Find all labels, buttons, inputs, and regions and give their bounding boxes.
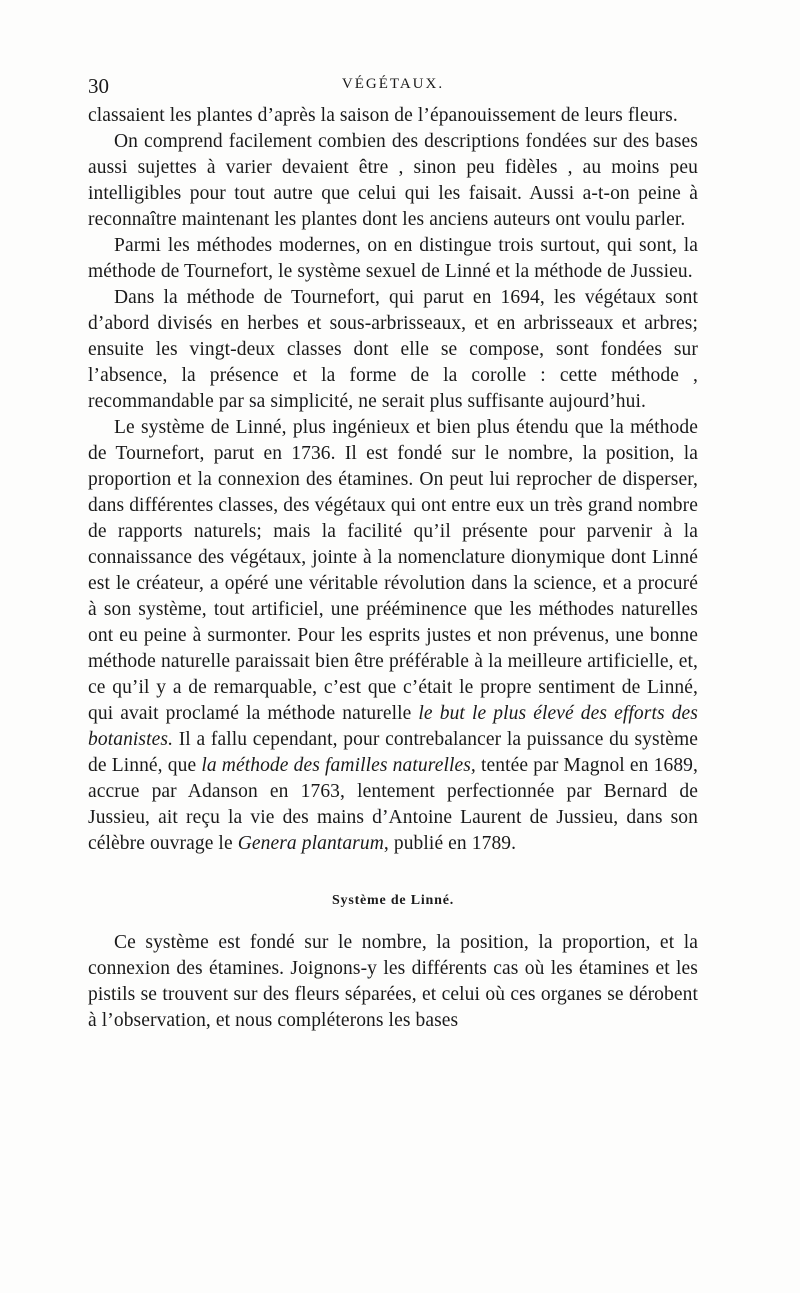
paragraph bbox=[88, 415, 698, 857]
paragraph bbox=[88, 233, 698, 285]
paragraph-text: Parmi les méthodes modernes, on en distingue trois surtout, qui sont, la méthode de Tournefort, le système sexuel de Linné et la méthode de Jussieu. bbox=[88, 235, 698, 282]
closing-paragraph: Ce système est fondé sur le nombre, la position, la proportion, et la connexion des étamines. Joignons-y les différents cas où les étamines et les pistils se trouvent sur des fleurs séparées, et celui où ces organes se dérobent à l’observation, et nous compléterons les bases bbox=[88, 932, 698, 1031]
paragraph bbox=[88, 129, 698, 233]
paragraph-text: On comprend facilement combien des descriptions fondées sur des bases aussi sujettes à varier devaient être , sinon peu fidèles , au moins peu intelligibles pour tout autre que celui qui les faisait. Aussi a-t-on peine à reconnaître maintenant les plantes dont les anciens auteurs ont voulu parler. bbox=[88, 131, 698, 230]
paragraph bbox=[88, 103, 698, 129]
paragraph bbox=[88, 285, 698, 415]
italic-text: le but le plus élevé des efforts des botanistes. bbox=[88, 703, 698, 750]
page-header bbox=[88, 74, 698, 102]
page-number: 30 bbox=[88, 74, 109, 98]
paragraph-text: , publié en 1789. bbox=[383, 833, 517, 854]
section-title: Système de Linné. bbox=[331, 893, 455, 908]
italic-text: Genera plantarum bbox=[237, 833, 384, 854]
body-text bbox=[88, 103, 698, 1034]
paragraph-text: Dans la méthode de Tournefort, qui parut en 1694, les végétaux sont d’abord divisés en herbes et sous-arbrisseaux, et en arbrisseaux et arbres; ensuite les vingt-deux classes dont elle se compose, sont fondées sur l’absence, la présence et la forme de la corolle : cette méthode , recommandable par sa simplicité, ne serait plus suffisante aujourd’hui. bbox=[88, 287, 698, 412]
paragraph-text: tentée par Magnol en 1689, accrue par Adanson en 1763, lentement perfectionnée par Bernard de Jussieu, ait reçu la vie des mains d’Antoine Laurent de Jussieu, dans son célèbre ouvrage le bbox=[88, 755, 698, 854]
paragraph-text: classaient les plantes d’après la saison de l’épanouissement de leurs fleurs. bbox=[88, 105, 678, 126]
italic-text: la méthode des familles naturelles, bbox=[201, 755, 476, 776]
paragraph-list bbox=[88, 103, 698, 857]
paragraph-text: Il a fallu cependant, pour contrebalancer la puissance du système de Linné, que bbox=[88, 729, 698, 776]
running-head: VÉGÉTAUX. bbox=[341, 76, 445, 92]
paragraph-text: Le système de Linné, plus ingénieux et bien plus étendu que la méthode de Tournefort, parut en 1736. Il est fondé sur le nombre, la position, la proportion et la connexion des étamines. On peut lui reprocher de disperser, dans différentes classes, des végétaux qui ont entre eux un très grand nombre de rapports naturels; mais la facilité qu’il présente pour parvenir à la connaissance des végétaux, jointe à la nomenclature dionymique dont Linné est le créateur, a opéré une véritable révolution dans la science, et a procuré à son système, tout artificiel, une prééminence que les méthodes naturelles ont eu peine à surmonter. Pour les esprits justes et non prévenus, une bonne méthode naturelle paraissait bien être préférable à la meilleure artificielle, et, ce qu’il y a de remarquable, c’est que c’était le propre sentiment de Linné, qui avait proclamé la méthode naturelle bbox=[88, 417, 698, 724]
